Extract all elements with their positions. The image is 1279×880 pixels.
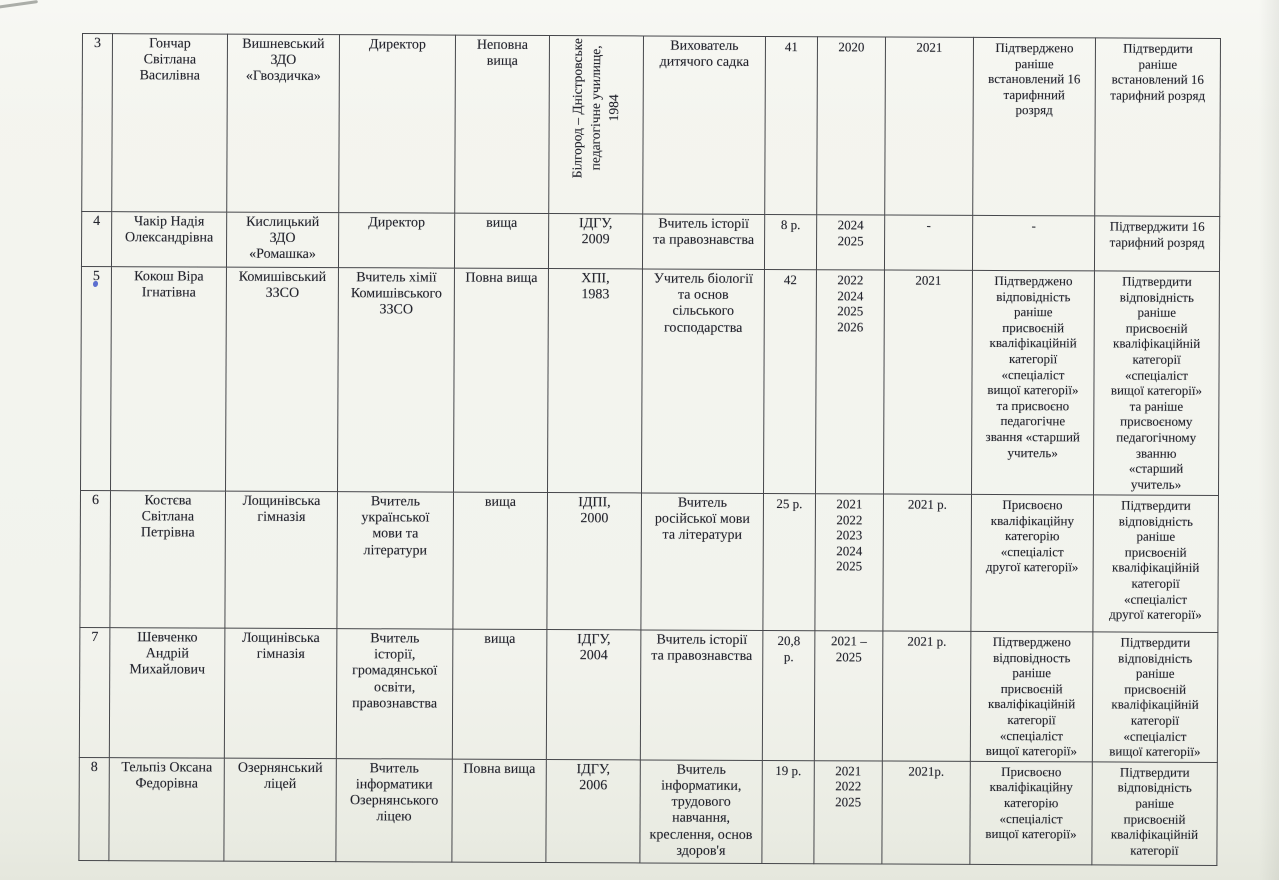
cell-teacher-name: Чакір Надія Олександрівна — [111, 212, 226, 268]
cell-position: Директор — [339, 35, 456, 214]
cell-education-level: вища — [453, 492, 548, 629]
cell-position: Директор — [338, 213, 454, 269]
cell-index: 7 — [79, 627, 110, 757]
cell-index: 3 — [82, 34, 113, 212]
cell-subject-taught: Вчитель історії та правознавства — [640, 630, 763, 760]
cell-attestation-year: 2021 — [883, 270, 972, 494]
cell-position: Вчитель української мови та літератури — [337, 492, 454, 630]
cell-subject-taught: Учитель біології та основ сільського господарства — [641, 269, 764, 494]
cell-attestation-proposal: Підтвердити відповідність раніше присвоєній кваліфікаційній категорії «спеціаліст другої категорії» — [1093, 495, 1219, 633]
table-row — [81, 266, 1220, 495]
cell-attestation-years: 2024 2025 — [816, 215, 884, 270]
cell-attestation-proposal: Підтвердити відповідність раніше присвоєній кваліфікаційній категорії «спеціаліст вищої категорії» та раніше присвоєному педагогічному званню «старший учитель» — [1093, 271, 1219, 496]
cell-teacher-name: Шевченко Андрій Михайлович — [109, 628, 225, 758]
cell-index: 6 — [80, 490, 111, 627]
cell-teacher-name: Кокош Віра Ігнатівна — [111, 267, 227, 491]
cell-index: 4 — [81, 212, 111, 267]
cell-position: Вчитель хімії Комишівського ЗЗСО — [338, 268, 455, 493]
cell-attestation-year: 2021р. — [882, 761, 970, 864]
cell-attestation-proposal: Підтвердити відповідність раніше присвоєній кваліфікаційній категорії — [1092, 762, 1217, 866]
cell-teacher-name: Гончар Світлана Василівна — [112, 34, 228, 213]
cell-previous-attestation-result: Підтверджено раніше встановлений 16 тарифнний розряд — [973, 37, 1096, 216]
cell-previous-attestation-result: Присвоєно кваліфікаційну категорію «спеціаліст другої категорії» — [971, 494, 1094, 632]
cell-subject-taught: Вчитель російської мови та літератури — [641, 493, 764, 631]
cell-experience: 8 р. — [764, 214, 816, 269]
cell-institution: Вишневський ЗДО «Гвоздичка» — [227, 34, 340, 212]
cell-attestation-proposal: Підтвердити відповідність раніше присвоєній кваліфікаційній категорії «спеціаліст вищої категорії» — [1092, 632, 1218, 762]
cell-experience: 25 р. — [763, 493, 816, 630]
cell-education-level: вища — [452, 629, 547, 759]
cell-subject-taught: Вихователь дитячого садка — [643, 36, 766, 215]
cell-education-institution: ІДГУ, 2006 — [546, 759, 640, 862]
cell-education-level: Неповна вища — [455, 35, 550, 213]
cell-attestation-years: 2021 – 2025 — [814, 631, 883, 761]
cell-attestation-proposal: Підтвердити раніше встановлений 16 тарифний розряд — [1095, 38, 1221, 217]
cell-experience: 42 — [763, 269, 816, 493]
cell-institution: Лощинівська гімназія — [224, 628, 337, 758]
cell-position: Вчитель історії, громадянської освіти, правознавства — [336, 629, 453, 759]
cell-subject-taught: Вчитель історії та правознавства — [642, 214, 764, 270]
table-row — [82, 34, 1221, 217]
table-row — [80, 490, 1219, 632]
cell-institution: Озернянський ліцей — [224, 758, 336, 861]
cell-subject-taught: Вчитель інформатики, трудового навчання, креслення, основ здоров'я — [640, 760, 762, 864]
cell-attestation-year: 2021 р. — [882, 631, 971, 761]
cell-previous-attestation-result: Присвоєно кваліфікаційну категорію «спеціаліст вищої категорії» — [970, 761, 1092, 865]
cell-attestation-years: 2021 2022 2023 2024 2025 — [815, 494, 884, 631]
cell-attestation-year: 2021 р. — [883, 494, 972, 631]
cell-previous-attestation-result: - — [972, 215, 1094, 271]
cell-previous-attestation-result: Підтверджено відповідність раніше присвоєній кваліфікаційній категорії «спеціаліст вищої категорії» та присвоєно педагогічне звання «старший учитель» — [971, 270, 1094, 495]
cell-teacher-name: Тельпіз Оксана Федорівна — [109, 757, 224, 861]
cell-institution: Комишівський ЗЗСО — [226, 267, 339, 491]
cell-education-level: Повна вища — [452, 759, 546, 862]
table-row — [79, 757, 1217, 865]
table-row — [79, 627, 1218, 762]
cell-attestation-years: 2022 2024 2025 2026 — [815, 270, 884, 494]
cell-institution: Лощинівська гімназія — [225, 491, 338, 628]
cell-position: Вчитель інформатики Озернянського ліцею — [336, 758, 452, 862]
cell-education-institution: ХПІ, 1983 — [547, 269, 642, 493]
cell-experience: 20,8 р. — [762, 630, 815, 760]
cell-education-institution: ІДПІ, 2000 — [547, 493, 642, 630]
vertical-text: Білгород – Дністровське педагогічне училище, 1984 — [569, 38, 622, 179]
cell-experience: 41 — [765, 36, 818, 214]
scan-artifact-top-left — [0, 0, 38, 9]
cell-teacher-name: Костєва Світлана Петрівна — [110, 491, 226, 629]
cell-education-institution: ІДГУ, 2004 — [546, 630, 641, 760]
cell-attestation-years: 2020 — [817, 37, 886, 215]
cell-index: 8 — [79, 757, 109, 860]
cell-education-institution — [549, 36, 644, 214]
table-row — [81, 212, 1219, 272]
cell-previous-attestation-result: Підтверджено відповідность раніше присвоєній кваліфікаційній категорії «спеціаліст вищої категорії» — [970, 631, 1093, 761]
cell-education-level: вища — [454, 213, 548, 268]
cell-education-institution: ІДГУ, 2009 — [548, 214, 642, 269]
cell-attestation-year: 2021 — [885, 37, 974, 215]
cell-attestation-year: - — [884, 215, 972, 270]
cell-institution: Кислицький ЗДО «Ромашка» — [226, 212, 338, 267]
teacher-attestation-table — [78, 33, 1221, 866]
cell-attestation-years: 2021 2022 2025 — [814, 760, 882, 863]
cell-index: 5 — [81, 266, 112, 490]
cell-education-level: Повна вища — [454, 268, 549, 492]
cell-experience: 19 р. — [762, 760, 814, 863]
cell-attestation-proposal: Підтверджити 16 тарифний розряд — [1094, 216, 1219, 272]
